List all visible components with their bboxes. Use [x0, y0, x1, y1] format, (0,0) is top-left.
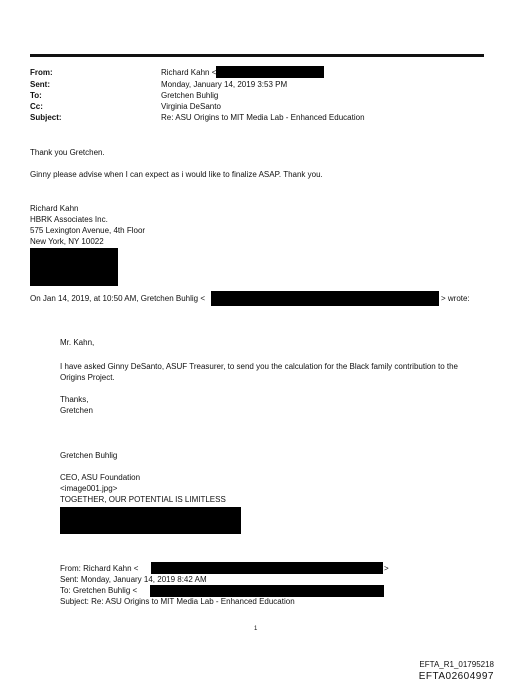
body-greeting: Thank you Gretchen. [30, 148, 105, 157]
quoted-intro-prefix: On Jan 14, 2019, at 10:50 AM, Gretchen Buhlig < [30, 294, 206, 303]
signature-name: Richard Kahn [30, 204, 79, 213]
page-number: 1 [254, 626, 258, 632]
header-rule [30, 54, 484, 57]
redaction-signature-contact [30, 248, 118, 286]
cc-value: Virginia DeSanto [161, 102, 221, 111]
sent-label: Sent: [30, 80, 50, 89]
signature-address-2: New York, NY 10022 [30, 237, 104, 246]
bates-stamp-1: EFTA_R1_01795218 [419, 660, 494, 669]
to-label: To: [30, 91, 42, 100]
redaction-quoted-signature [60, 507, 241, 534]
forwarded-from: From: Richard Kahn < [60, 564, 139, 573]
quoted-thanks: Thanks, [60, 395, 89, 404]
quoted-thanks-name: Gretchen [60, 406, 93, 415]
quoted-salutation: Mr. Kahn, [60, 338, 95, 347]
subject-value: Re: ASU Origins to MIT Media Lab - Enhanced Education [161, 113, 365, 122]
quoted-paragraph-line-1: I have asked Ginny DeSanto, ASUF Treasurer, to send you the calculation for the Black family contribution to the [60, 362, 458, 371]
forwarded-subject: Subject: Re: ASU Origins to MIT Media Lab - Enhanced Education [60, 597, 295, 606]
redaction-from-email [216, 66, 324, 78]
subject-label: Subject: [30, 113, 62, 122]
redaction-forwarded-to-email [150, 585, 384, 597]
signature-address-1: 575 Lexington Avenue, 4th Floor [30, 226, 146, 235]
cc-label: Cc: [30, 102, 43, 111]
forwarded-from-end: > [384, 564, 389, 573]
quoted-signature-title: CEO, ASU Foundation [60, 473, 141, 482]
to-value: Gretchen Buhlig [161, 91, 219, 100]
quoted-signature-name: Gretchen Buhlig [60, 451, 118, 460]
bates-stamp-2: EFTA02604997 [418, 671, 494, 682]
body-line-1: Ginny please advise when I can expect as i would like to finalize ASAP. Thank you. [30, 170, 323, 179]
redaction-quoted-email [211, 291, 439, 306]
forwarded-to: To: Gretchen Buhlig < [60, 586, 138, 595]
quoted-intro-suffix: > wrote: [441, 294, 470, 303]
from-value: Richard Kahn < [161, 68, 217, 77]
from-label: From: [30, 68, 53, 77]
redaction-forwarded-from-email [151, 562, 383, 574]
quoted-signature-image: <image001.jpg> [60, 484, 118, 493]
quoted-signature-motto: TOGETHER, OUR POTENTIAL IS LIMITLESS [60, 495, 226, 504]
forwarded-sent: Sent: Monday, January 14, 2019 8:42 AM [60, 575, 207, 584]
signature-company: HBRK Associates Inc. [30, 215, 108, 224]
quoted-paragraph-line-2: Origins Project. [60, 373, 115, 382]
sent-value: Monday, January 14, 2019 3:53 PM [161, 80, 288, 89]
